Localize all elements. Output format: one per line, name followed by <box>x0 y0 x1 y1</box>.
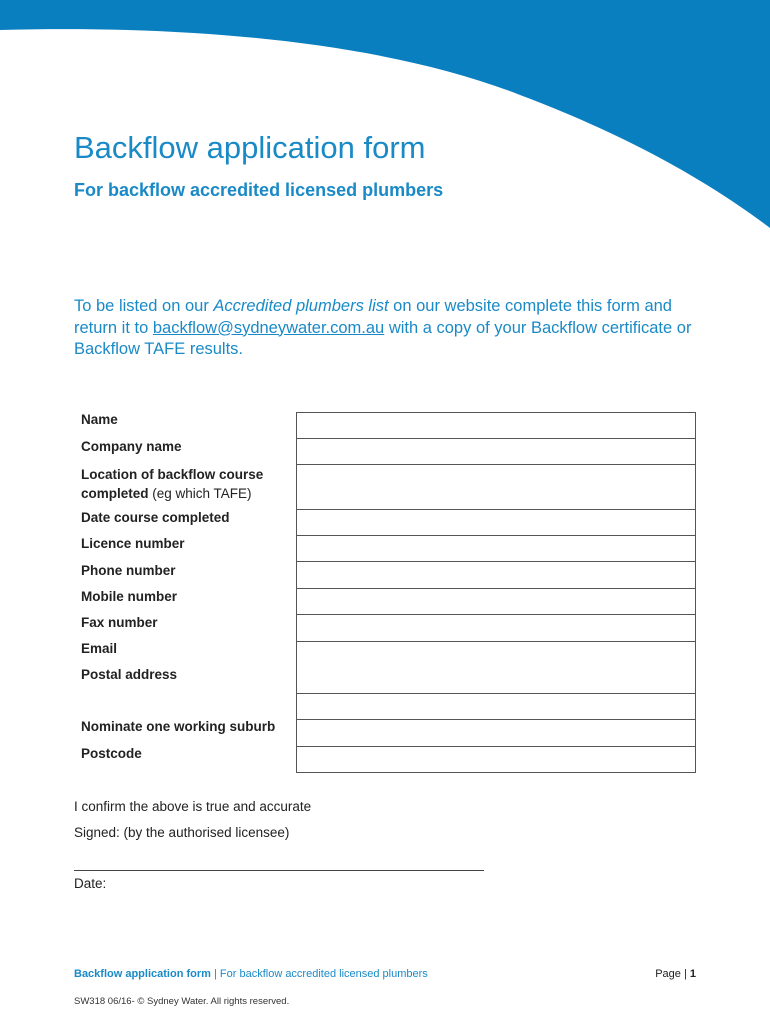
date-completed-field-box <box>296 509 696 536</box>
date-completed-field[interactable] <box>297 510 695 535</box>
fax-number-field-box <box>296 614 696 642</box>
page-label: Page <box>655 968 681 980</box>
postal-address-field-box <box>296 693 696 720</box>
postcode-field[interactable] <box>297 747 695 772</box>
footer-title: Backflow application form <box>74 968 211 980</box>
footer-separator: | <box>210 968 220 980</box>
location-field-box <box>296 464 696 510</box>
footer-doc-title <box>74 968 428 980</box>
fax-number-field[interactable] <box>297 615 695 641</box>
licence-number-field[interactable] <box>297 536 695 561</box>
confirm-statement: I confirm the above is true and accurate <box>74 799 312 814</box>
working-suburb-field[interactable] <box>297 720 695 746</box>
email-postal-field-box <box>296 641 696 694</box>
intro-text-2: on our website complete this form and return it to <box>74 297 672 337</box>
footer-subtitle: For backflow accredited licensed plumbers <box>219 968 428 980</box>
date-completed-label: Date course completed <box>81 510 230 525</box>
name-field[interactable] <box>297 413 695 438</box>
licence-number-field-box <box>296 535 696 562</box>
copyright-notice: SW318 06/16- © Sydney Water. All rights reserved. <box>74 996 290 1007</box>
header-swoosh <box>0 0 770 240</box>
page-title: Backflow application form <box>74 130 426 165</box>
postcode-label: Postcode <box>81 746 142 761</box>
mobile-number-field[interactable] <box>297 589 695 614</box>
email-link[interactable]: backflow@sydneywater.com.au <box>152 318 385 337</box>
name-label: Name <box>81 412 118 427</box>
working-suburb-field-box <box>296 719 696 747</box>
location-label-line2: completed <box>81 486 149 501</box>
page-number: 1 <box>689 968 696 980</box>
licence-number-label: Licence number <box>81 536 185 551</box>
intro-text-1: To be listed on our <box>74 297 214 315</box>
company-name-field[interactable] <box>297 439 695 464</box>
email-label: Email <box>81 641 118 656</box>
company-name-field-box <box>296 438 696 465</box>
phone-number-label: Phone number <box>81 563 176 578</box>
postcode-field-box <box>296 746 696 773</box>
fax-number-label: Fax number <box>81 615 158 630</box>
postal-address-field[interactable] <box>297 694 695 719</box>
location-label <box>81 465 263 503</box>
intro-italic: Accredited plumbers list <box>213 297 389 315</box>
postal-address-label: Postal address <box>81 667 178 682</box>
mobile-number-label: Mobile number <box>81 589 178 604</box>
company-name-label: Company name <box>81 439 182 454</box>
intro-paragraph <box>74 296 694 361</box>
signed-label: Signed: (by the authorised licensee) <box>74 825 290 840</box>
location-label-line1: Location of backflow course <box>81 467 264 482</box>
phone-number-field[interactable] <box>297 562 695 588</box>
name-field-box <box>296 412 696 439</box>
phone-number-field-box <box>296 561 696 589</box>
date-label: Date: <box>74 876 107 891</box>
mobile-number-field-box <box>296 588 696 615</box>
working-suburb-label: Nominate one working suburb <box>81 719 276 734</box>
page-indicator <box>655 968 696 980</box>
intro-text-3: with a copy of your Backflow certificate or Backflow TAFE results. <box>74 318 692 358</box>
signature-line[interactable] <box>74 870 484 871</box>
email-postal-field[interactable] <box>297 642 695 693</box>
location-label-hint: (eg which TAFE) <box>148 486 252 501</box>
location-field[interactable] <box>297 465 695 509</box>
page-subtitle: For backflow accredited licensed plumbers <box>74 180 444 200</box>
page-separator: | <box>680 968 690 980</box>
